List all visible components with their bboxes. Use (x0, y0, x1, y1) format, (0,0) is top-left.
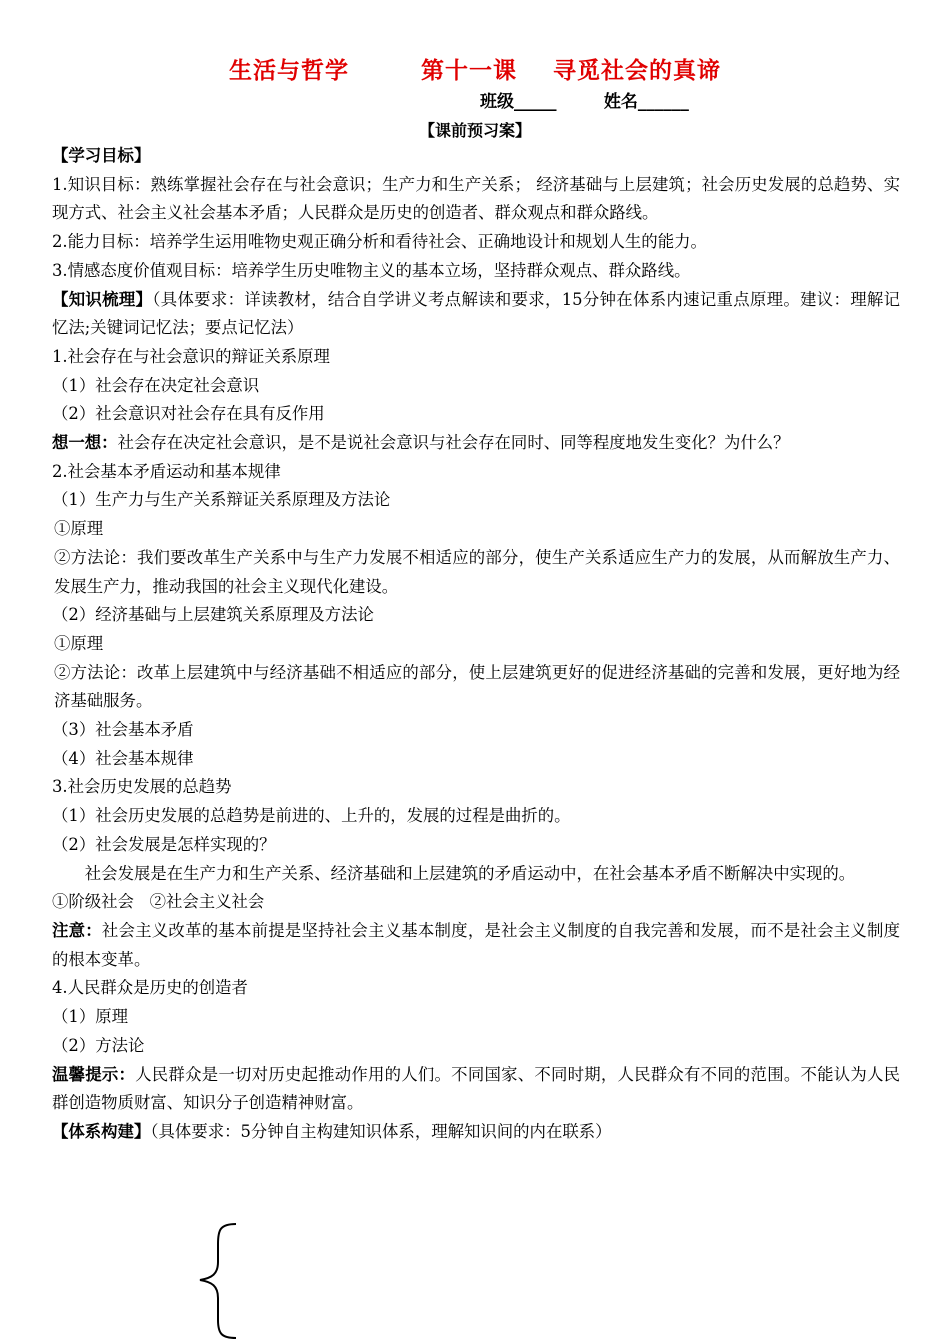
system-requirement: （具体要求：5分钟自主构建知识体系，理解知识间的内在联系） (150, 1121, 612, 1141)
section-2-item-3: （3）社会基本矛盾 (52, 720, 194, 740)
section-1-title: 1.社会存在与社会意识的辩证关系原理 (52, 346, 330, 366)
tip-label: 温馨提示： (52, 1064, 136, 1084)
system-heading: 【体系构建】 (52, 1121, 151, 1141)
preview-heading: 【课前预习案】 (418, 121, 531, 140)
section-4-title: 4.人民群众是历史的创造者 (52, 978, 248, 998)
section-3-item-2: （2）社会发展是怎样实现的？ (52, 834, 276, 854)
section-3-title: 3.社会历史发展的总趋势 (52, 777, 232, 797)
objectives-heading: 【学习目标】 (52, 146, 151, 165)
class-name-line: 班级_____ 姓名______ (480, 92, 689, 112)
objective-knowledge: 1.知识目标：熟练掌握社会存在与社会意识；生产力和生产关系； 经济基础与上层建筑；社会历史发展的总趋势、实现方式、社会主义社会基本矛盾；人民群众是历史的创造者、群众观点和群众路线。 (52, 174, 900, 223)
note-text: 社会主义改革的基本前提是坚持社会主义基本制度，是社会主义制度的自我完善和发展，而不是社会主义制度的根本变革。 (52, 920, 901, 969)
page-title: 生活与哲学 第十一课 寻觅社会的真谛 (228, 58, 722, 84)
section-3-paragraph: 社会发展是在生产力和生产关系、经济基础和上层建筑的矛盾运动中，在社会基本矛盾不断解决中实现的。 (84, 863, 856, 883)
section-2-item-1-method: ②方法论：我们要改革生产关系中与生产力发展不相适应的部分，使生产关系适应生产力的发展，从而解放生产力、发展生产力，推动我国的社会主义现代化建设。 (54, 547, 900, 596)
section-2-item-2-principle: ①原理 (54, 633, 104, 653)
tip (52, 1061, 900, 1118)
section-3-item-1: （1）社会历史发展的总趋势是前进的、上升的，发展的过程是曲折的。 (52, 806, 571, 826)
note-label: 注意： (52, 920, 102, 940)
section-1-item-1: （1）社会存在决定社会意识 (52, 375, 260, 395)
knowledge-intro (52, 286, 900, 343)
section-2-item-2-method: ②方法论：改革上层建筑中与经济基础不相适应的部分，使上层建筑更好的促进经济基础的完善和发展，更好地为经济基础服务。 (54, 662, 900, 711)
section-4-item-2: （2）方法论 (52, 1035, 145, 1055)
objective-ability: 2.能力目标：培养学生运用唯物史观正确分析和看待社会、正确地设计和规划人生的能力。 (52, 232, 707, 252)
think-label: 想一想： (52, 433, 118, 453)
system-intro (52, 1118, 900, 1147)
note (52, 917, 900, 974)
objective-attitude: 3.情感态度价值观目标：培养学生历史唯物主义的基本立场，坚持群众观点、群众路线。 (52, 260, 691, 280)
section-2-item-4: （4）社会基本规律 (52, 748, 194, 768)
knowledge-requirement: （具体要求：详读教材，结合自学讲义考点解读和要求，15分钟在体系内速记重点原理。建议：理解记忆法;关键词记忆法；要点记忆法） (52, 289, 901, 338)
section-3-list: ①阶级社会 ②社会主义社会 (52, 892, 265, 912)
section-2-title: 2.社会基本矛盾运动和基本规律 (52, 461, 281, 481)
section-1-item-2: （2）社会意识对社会存在具有反作用 (52, 404, 325, 424)
tip-text: 人民群众是一切对历史起推动作用的人们。不同国家、不同时期，人民群众有不同的范围。不能认为人民群创造物质财富、知识分子创造精神财富。 (52, 1064, 901, 1113)
worksheet-body (52, 142, 900, 1147)
think-text: 社会存在决定社会意识，是不是说社会意识与社会存在同时、同等程度地发生变化？为什么？ (117, 433, 790, 453)
section-4-item-1: （1）原理 (52, 1007, 128, 1027)
knowledge-heading: 【知识梳理】 (52, 289, 153, 309)
curly-brace (196, 1222, 242, 1340)
section-2-item-1-principle: ①原理 (54, 519, 104, 539)
section-2-item-1: （1）生产力与生产关系辩证关系原理及方法论 (52, 490, 391, 510)
section-2-item-2: （2）经济基础与上层建筑关系原理及方法论 (52, 605, 374, 625)
think-question (52, 429, 900, 458)
